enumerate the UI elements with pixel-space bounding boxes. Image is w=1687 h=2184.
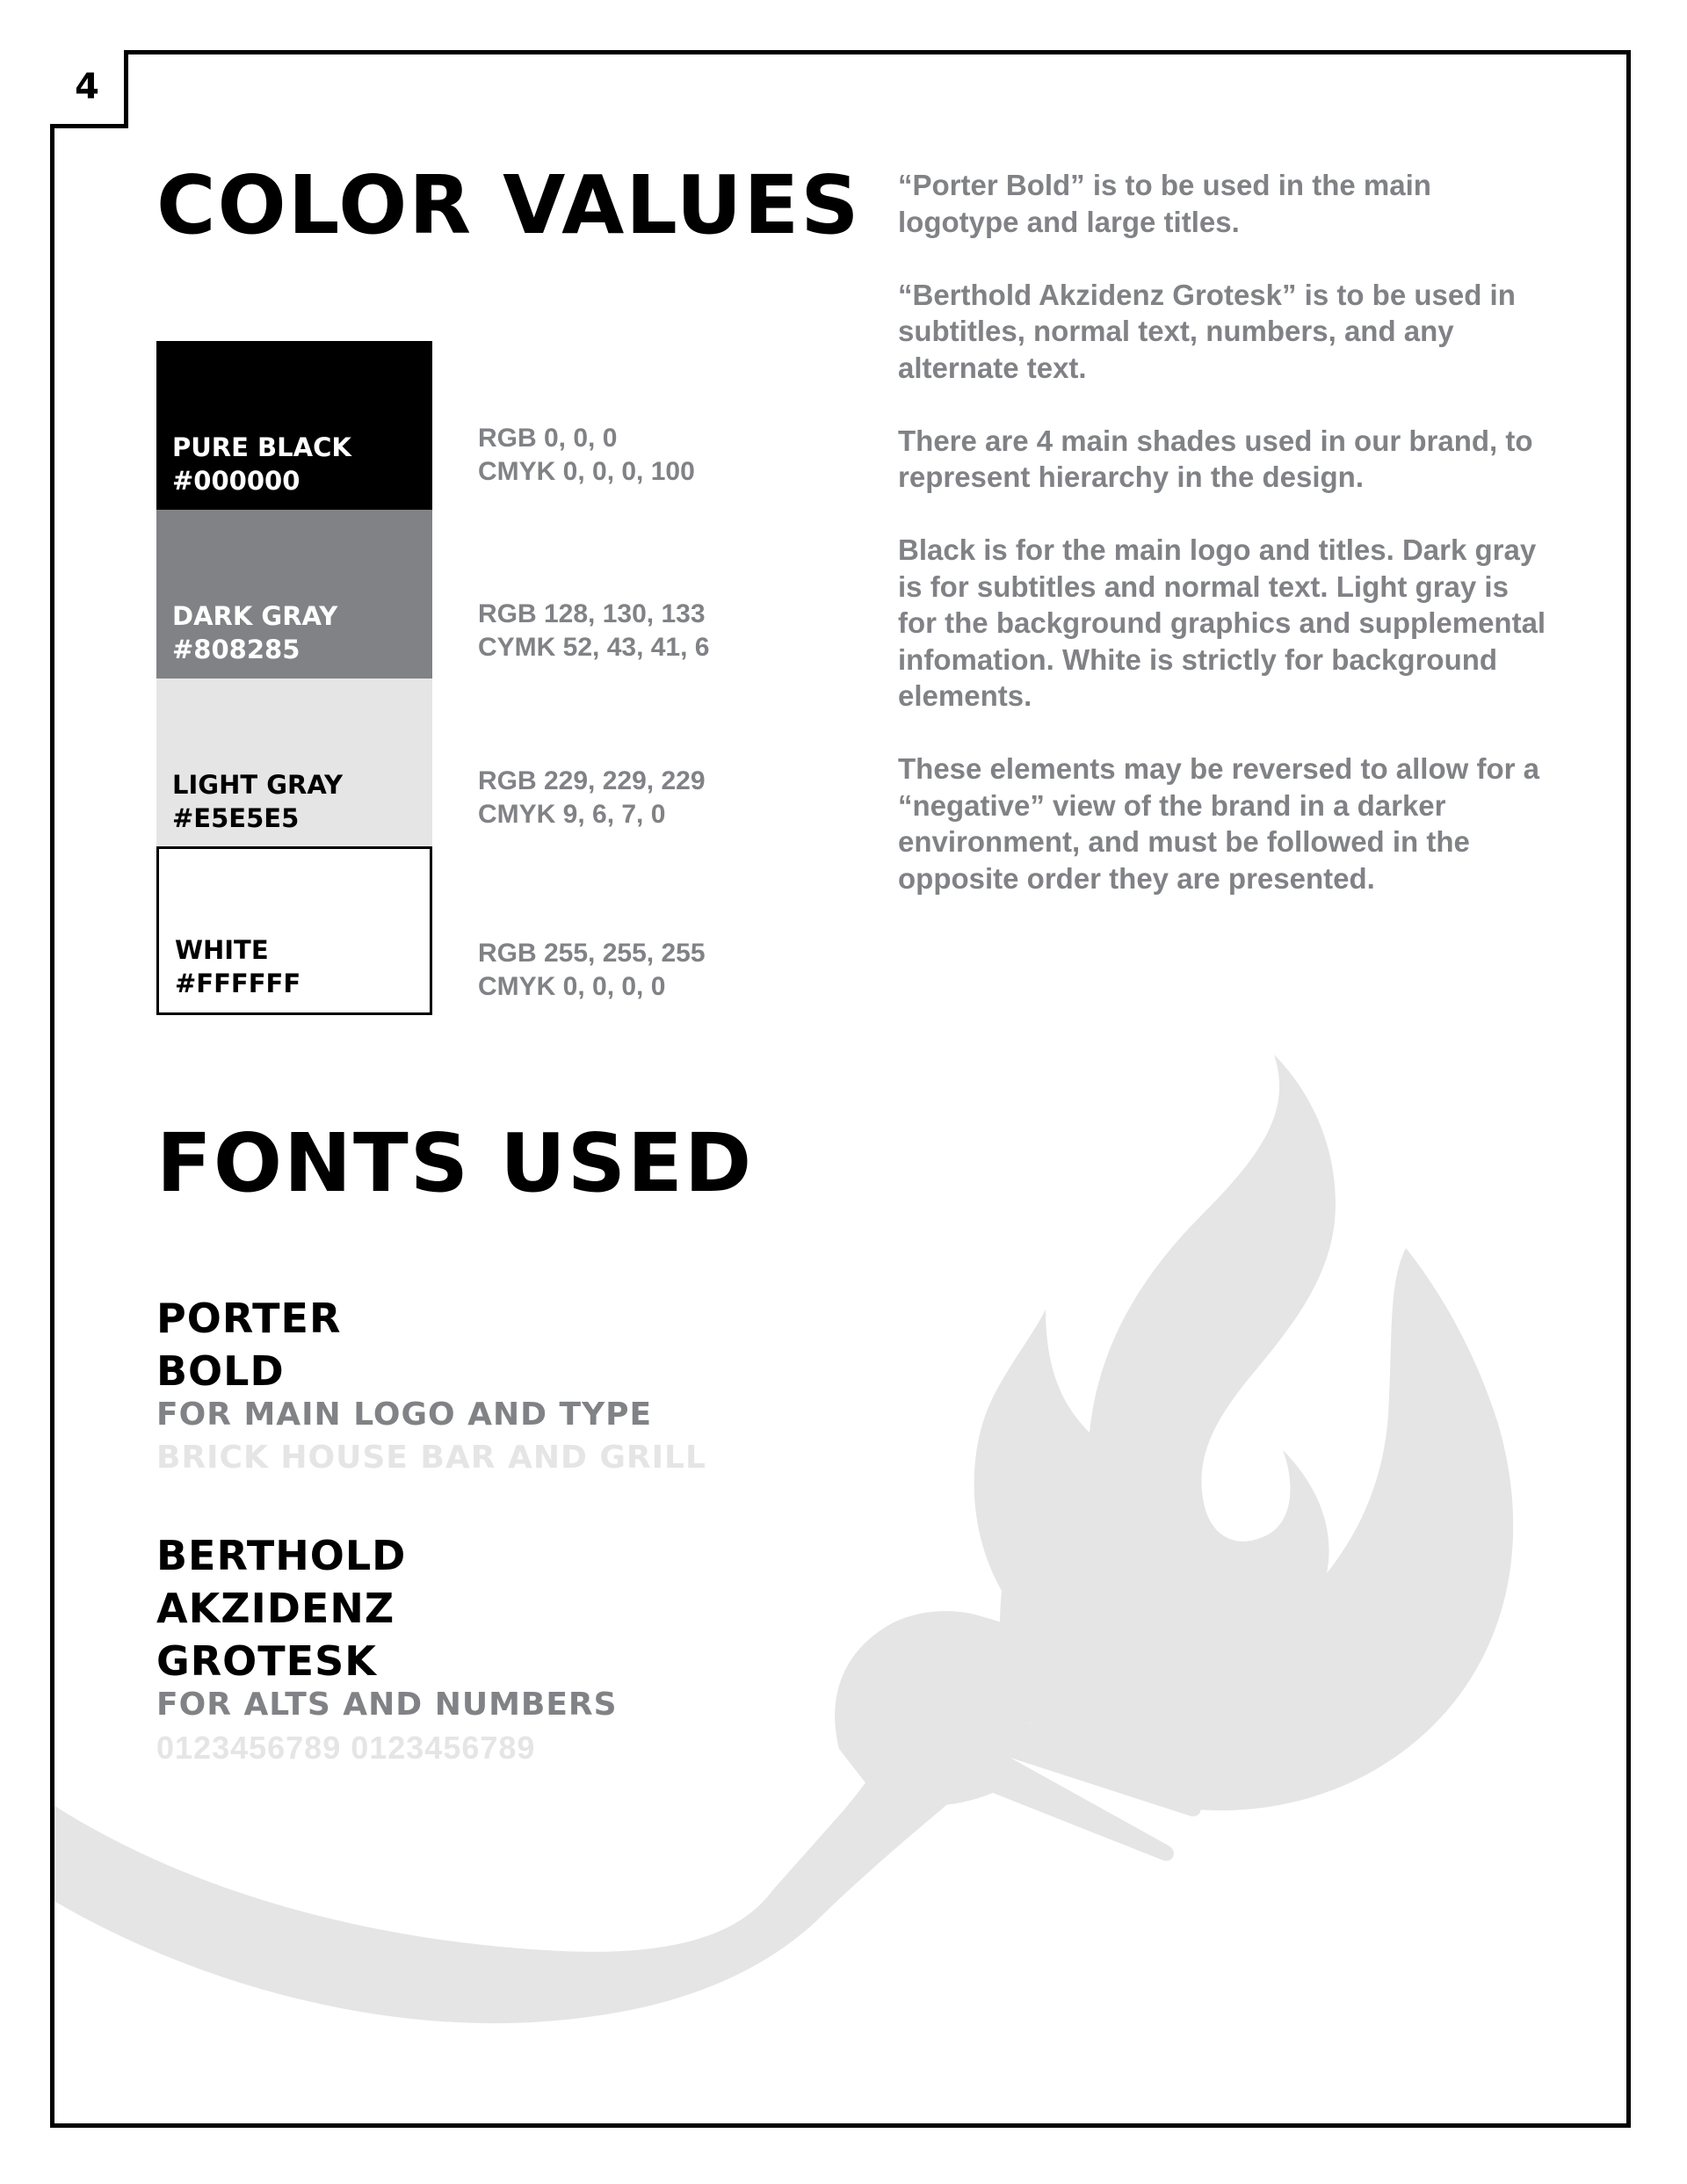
rgb-value: RGB 0, 0, 0 xyxy=(478,424,618,453)
swatch-name: PURE BLACK xyxy=(172,432,351,462)
font-sample: 0123456789 0123456789 xyxy=(156,1730,536,1766)
font-usage: FOR ALTS AND NUMBERS xyxy=(156,1687,618,1723)
swatch-label xyxy=(172,768,343,835)
font-sample: BRICK HOUSE BAR AND GRILL xyxy=(156,1440,706,1476)
swatch-values xyxy=(478,598,709,664)
swatch-name: DARK GRAY xyxy=(172,601,338,631)
font-name-line: GROTESK xyxy=(156,1637,377,1685)
swatch-white xyxy=(156,846,432,1015)
color-values-title: COLOR VALUES xyxy=(156,158,861,252)
rgb-value: RGB 255, 255, 255 xyxy=(478,939,706,968)
page-number: 4 xyxy=(50,50,128,128)
swatch-pure-black xyxy=(156,341,432,510)
font-berthold-akzidenz-grotesk xyxy=(156,1529,618,1770)
description-paragraph: “Porter Bold” is to be used in the main logotype and large titles. xyxy=(898,169,1431,238)
swatch-label xyxy=(175,933,300,1000)
font-name-line: BOLD xyxy=(156,1347,285,1395)
font-name xyxy=(156,1529,618,1687)
description-paragraph: There are 4 main shades used in our brand, to represent hierarchy in the design. xyxy=(898,424,1533,493)
description-text xyxy=(898,167,1548,933)
swatch-hex: #808285 xyxy=(172,635,300,664)
font-name-line: AKZIDENZ xyxy=(156,1585,395,1632)
swatch-name: LIGHT GRAY xyxy=(172,770,344,800)
swatch-values xyxy=(478,422,695,489)
swatch-name: WHITE xyxy=(175,935,269,965)
font-name-line: PORTER xyxy=(156,1295,342,1342)
description-paragraph: These elements may be reversed to allow for a “negative” view of the brand in a darker environment, and must be followed in the opposite order they are presented. xyxy=(898,752,1539,895)
font-name xyxy=(156,1292,706,1397)
rgb-value: RGB 128, 130, 133 xyxy=(478,599,706,628)
cmyk-value: CMYK 0, 0, 0, 100 xyxy=(478,457,695,486)
cmyk-value: CYMK 52, 43, 41, 6 xyxy=(478,633,710,662)
swatch-hex: #E5E5E5 xyxy=(172,803,300,833)
fonts-used-title: FONTS USED xyxy=(156,1116,754,1210)
swatch-dark-gray xyxy=(156,510,432,678)
swatch-light-gray xyxy=(156,678,432,847)
description-paragraph: “Berthold Akzidenz Grotesk” is to be used in subtitles, normal text, numbers, and any alternate text. xyxy=(898,278,1516,384)
font-porter-bold xyxy=(156,1292,706,1480)
font-usage: FOR MAIN LOGO AND TYPE xyxy=(156,1397,653,1433)
swatch-label xyxy=(172,599,337,666)
swatch-hex: #000000 xyxy=(172,466,300,496)
cmyk-value: CMYK 9, 6, 7, 0 xyxy=(478,800,666,829)
cmyk-value: CMYK 0, 0, 0, 0 xyxy=(478,972,666,1001)
rgb-value: RGB 229, 229, 229 xyxy=(478,766,706,795)
swatch-values xyxy=(478,937,706,1004)
swatch-values xyxy=(478,765,706,831)
swatch-hex: #FFFFFF xyxy=(175,969,301,998)
font-name-line: BERTHOLD xyxy=(156,1532,407,1579)
swatch-label xyxy=(172,431,351,497)
description-paragraph: Black is for the main logo and titles. Dark gray is for subtitles and normal text. Light gray is for the background graphics and supplemental infomation. White is strictly for background elements. xyxy=(898,533,1546,712)
